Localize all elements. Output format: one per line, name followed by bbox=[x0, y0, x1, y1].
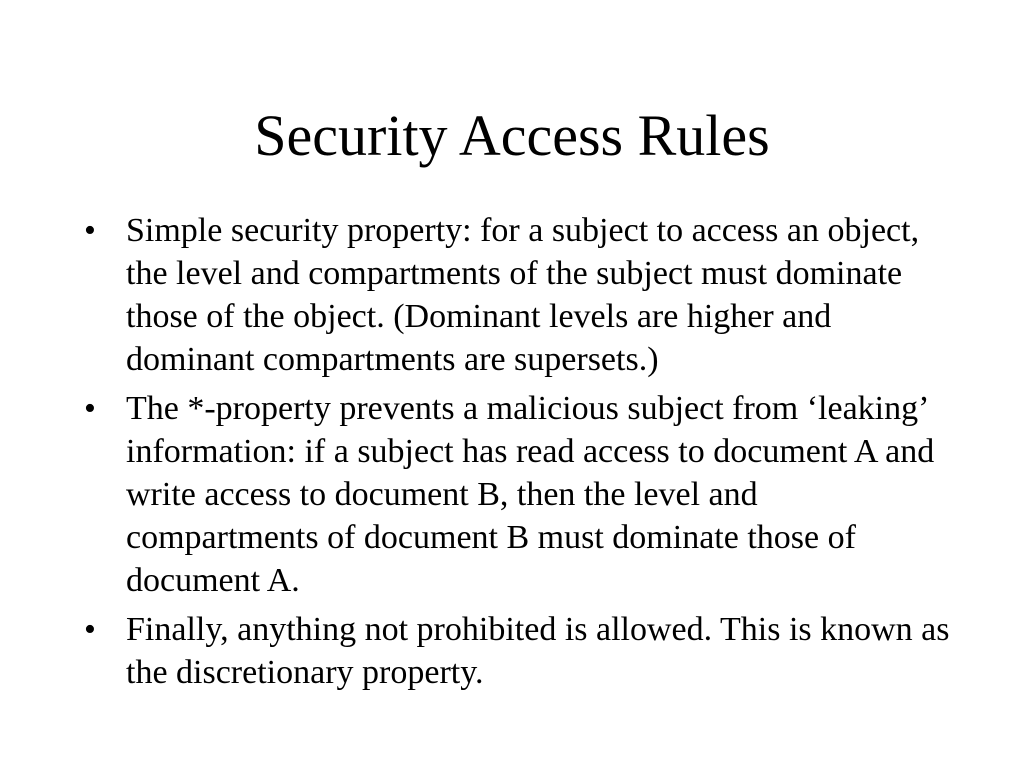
bullet-list bbox=[84, 209, 954, 700]
bullet-icon: • bbox=[84, 390, 96, 427]
bullet-item-simple-security bbox=[84, 209, 954, 381]
bullet-item-discretionary bbox=[84, 608, 954, 694]
bullet-item-star-property bbox=[84, 387, 954, 602]
bullet-text: Finally, anything not prohibited is allowed. This is known as the discretionary property. bbox=[126, 611, 950, 691]
slide-title: Security Access Rules bbox=[254, 103, 770, 168]
bullet-icon: • bbox=[84, 212, 96, 249]
bullet-text: The *-property prevents a malicious subject from ‘leaking’ information: if a subject has read access to document A and write access to document B, then the level and compartments of document B must dominate those of document A. bbox=[126, 390, 935, 599]
bullet-icon: • bbox=[84, 611, 96, 648]
bullet-text: Simple security property: for a subject to access an object, the level and compartments of the subject must dominate those of the object. (Dominant levels are higher and dominant compartments are supersets.) bbox=[126, 212, 920, 378]
